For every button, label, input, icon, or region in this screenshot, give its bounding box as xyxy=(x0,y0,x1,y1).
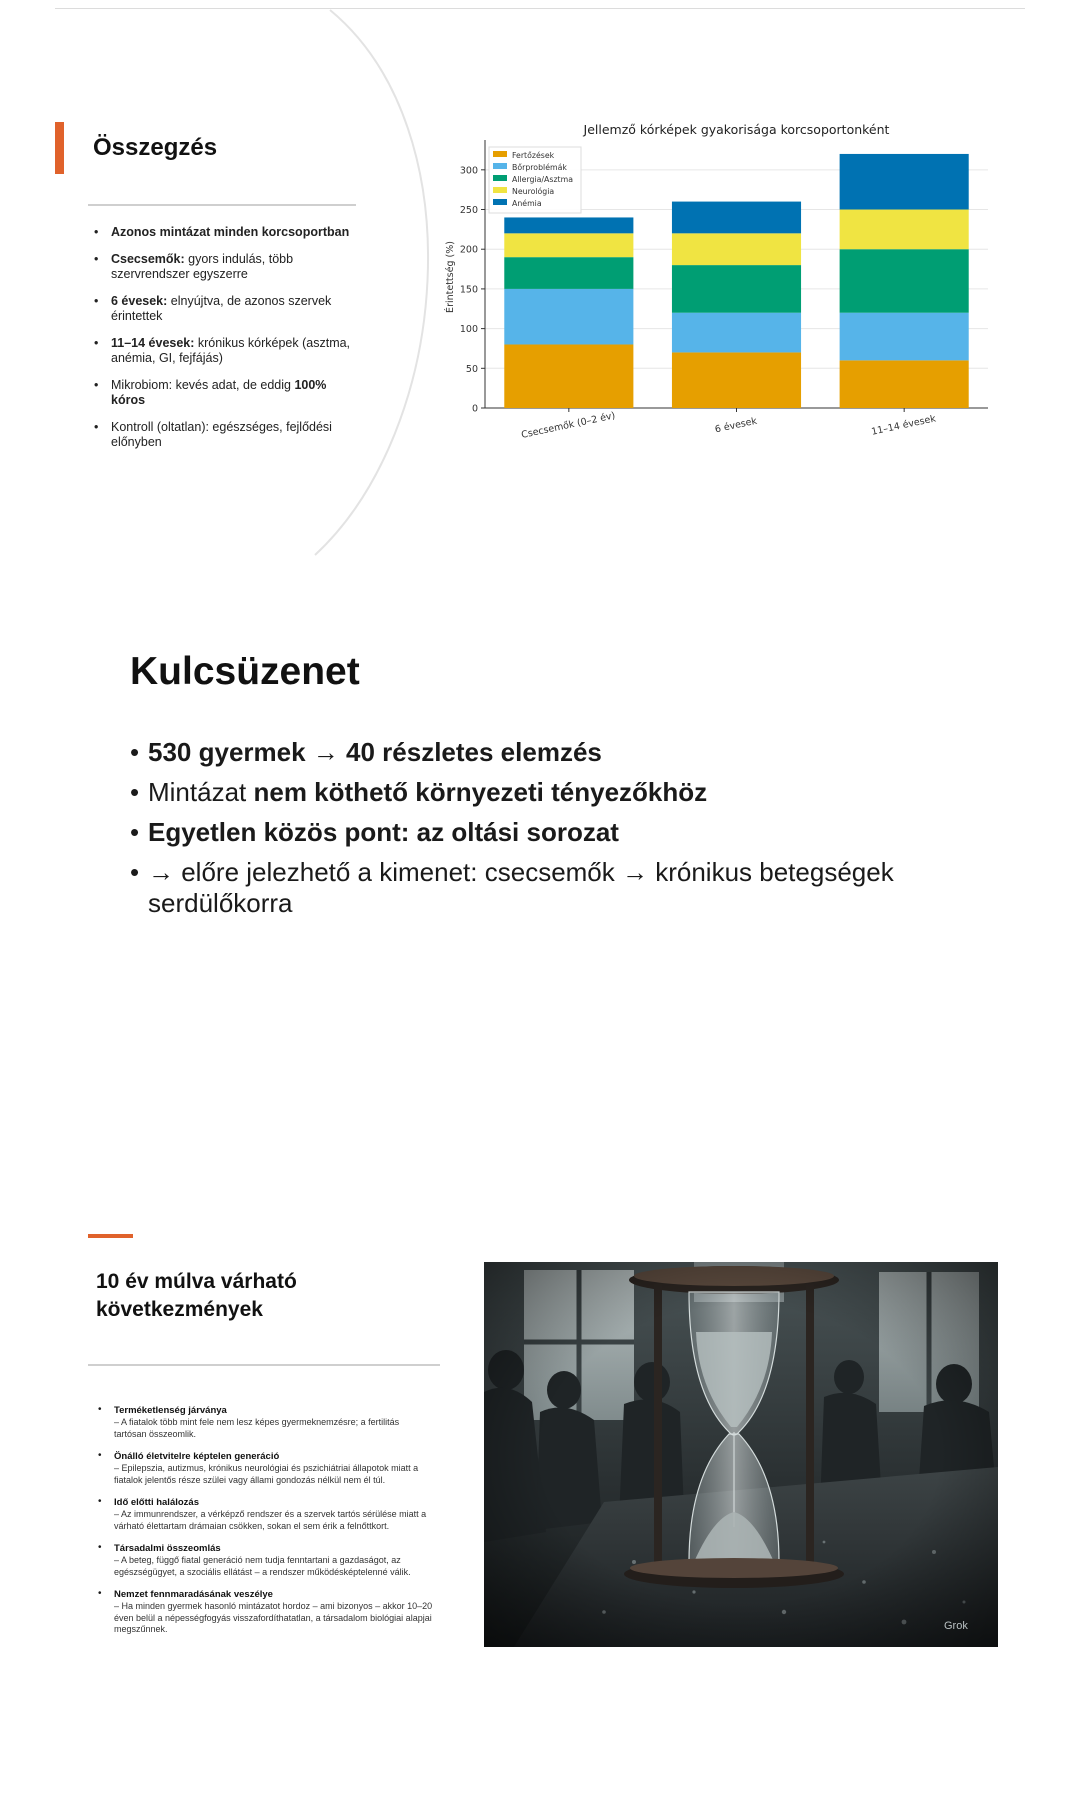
item-heading: • Társadalmi összeomlás xyxy=(114,1543,221,1554)
bar-segment xyxy=(504,289,633,345)
stacked-bar-chart xyxy=(440,118,1000,460)
consequence-list xyxy=(98,1405,433,1647)
list-item: • Azonos mintázat minden korcsoportban xyxy=(92,225,362,240)
y-tick-label: 50 xyxy=(465,363,478,375)
key-message-list xyxy=(130,737,930,928)
item-text: – Az immunrendszer, a vérképző rendszer és a szervek tartós sérülése miatt a várható élettartam drámaian csökken, sokan el sem érik a felnőttkort. xyxy=(114,1509,427,1531)
y-tick-label: 150 xyxy=(459,284,478,296)
item-heading: • Nemzet fennmaradásának veszélye xyxy=(114,1589,273,1600)
chart-title: Jellemző kórképek gyakorisága korcsoportonként xyxy=(583,122,890,137)
item-heading: • Önálló életvitelre képtelen generáció xyxy=(114,1451,280,1462)
y-tick-label: 200 xyxy=(459,244,478,256)
list-item: • Egyetlen közös pont: az oltási sorozat xyxy=(130,817,930,848)
list-item: • → előre jelezhető a kimenet: csecsemők → krónikus betegségek serdülőkorra xyxy=(130,857,930,919)
list-item xyxy=(98,1543,433,1578)
x-tick-label: 11–14 évesek xyxy=(870,413,937,438)
list-item: • 6 évesek: elnyújtva, de azonos szervek érintettek xyxy=(92,294,362,324)
bar-segment xyxy=(840,360,969,408)
legend-label: Anémia xyxy=(512,199,542,208)
legend-swatch xyxy=(493,187,507,193)
hourglass-image xyxy=(484,1262,998,1647)
title-divider xyxy=(88,1364,440,1366)
list-item xyxy=(98,1589,433,1636)
bar-segment xyxy=(504,233,633,257)
legend-label: Fertőzések xyxy=(512,151,555,160)
bar-segment xyxy=(672,313,801,353)
bar-segment xyxy=(504,257,633,289)
bar-segment xyxy=(840,210,969,250)
bar-segment xyxy=(504,344,633,408)
item-text: – Epilepszia, autizmus, krónikus neurológiai és pszichiátriai állapotok miatt a fiatalok jelentős része szülei vagy állami gondozás nélkül nem él túl. xyxy=(114,1463,419,1485)
summary-list xyxy=(92,225,362,462)
list-item: • Kontroll (oltatlan): egészséges, fejlődési előnyben xyxy=(92,420,362,450)
legend-swatch xyxy=(493,199,507,205)
list-item xyxy=(98,1405,433,1440)
legend-label: Bőrproblémák xyxy=(512,163,567,172)
slide-title-summary: Összegzés xyxy=(93,134,218,161)
y-tick-label: 300 xyxy=(459,165,478,177)
list-item: • Mintázat nem köthető környezeti tényezőkhöz xyxy=(130,777,930,808)
item-text: – A fiatalok több mint fele nem lesz képes gyermeknemzésre; a fertilitás tartósan összeomlik. xyxy=(114,1417,400,1439)
bar-segment xyxy=(840,154,969,210)
list-item xyxy=(98,1497,433,1532)
bar-segment xyxy=(672,265,801,313)
bar-segment xyxy=(672,202,801,234)
item-heading: • Idő előtti halálozás xyxy=(114,1497,199,1508)
legend-swatch xyxy=(493,175,507,181)
legend-swatch xyxy=(493,151,507,157)
item-text: – Ha minden gyermek hasonló mintázatot hordoz – ami bizonyos – akkor 10–20 éven belül a népességfogyás visszafordíthatatlan, a társadalom biológiai alapjai megszűnnek. xyxy=(114,1601,433,1634)
legend-label: Neurológia xyxy=(512,187,555,196)
bar-segment xyxy=(504,217,633,233)
accent-bar xyxy=(88,1234,133,1238)
x-tick-label: 6 évesek xyxy=(713,415,758,436)
item-text: – A beteg, függő fiatal generáció nem tudja fenntartani a gazdaságot, az egészségügyet, a szociális ellátást – a rendszer működésképtelenné válik. xyxy=(114,1555,411,1577)
list-item: • Mikrobiom: kevés adat, de eddig 100% kóros xyxy=(92,378,362,408)
list-item: • 11–14 évesek: krónikus kórképek (asztma, anémia, GI, fejfájás) xyxy=(92,336,362,366)
x-tick-label: Csecsemők (0–2 év) xyxy=(520,410,617,441)
watermark-label: Grok xyxy=(944,1620,968,1632)
bar-segment xyxy=(672,233,801,265)
accent-bar xyxy=(55,122,64,174)
slide-title-consequences: 10 év múlva várható következmények xyxy=(96,1270,297,1321)
list-item xyxy=(98,1451,433,1486)
slide-title-key-message: Kulcsüzenet xyxy=(130,650,360,693)
list-item: • 530 gyermek → 40 részletes elemzés xyxy=(130,737,930,768)
legend-label: Allergia/Asztma xyxy=(512,175,573,184)
bar-segment xyxy=(840,313,969,361)
legend-swatch xyxy=(493,163,507,169)
item-heading: • Terméketlenség járványa xyxy=(114,1405,227,1416)
list-item: • Csecsemők: gyors indulás, több szervrendszer egyszerre xyxy=(92,252,362,282)
y-tick-label: 0 xyxy=(471,403,478,415)
bar-segment xyxy=(672,352,801,408)
y-tick-label: 250 xyxy=(459,205,478,217)
bar-segment xyxy=(840,249,969,313)
title-divider xyxy=(88,204,356,206)
y-axis-label: Érintettség (%) xyxy=(445,241,456,313)
y-tick-label: 100 xyxy=(459,324,478,336)
